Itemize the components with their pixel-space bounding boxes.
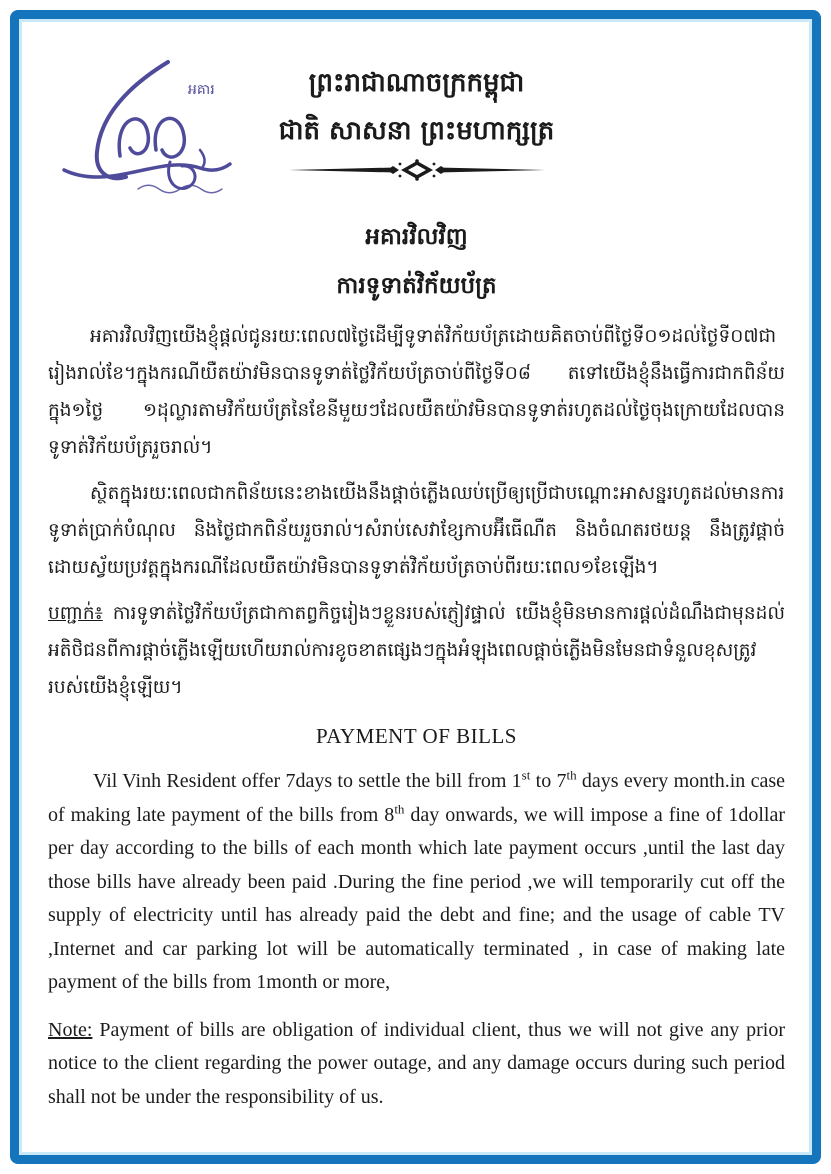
ornamental-divider [287,158,547,182]
subject-title: ការទូទាត់វិក័យប័ត្រ [336,273,497,299]
document-content [48,48,785,1114]
khmer-paragraph-2: ស្ថិតក្នុងរយៈពេលជាកពិន័យនេះខាងយើងនឹងផ្តាច់ភ្លើងឈប់ប្រើឲ្យប្រើជាបណ្តោះអាសន្នរហូតដល់មានការទូទាត់ប្រាក់បំណុល និងថ្ងៃជាកពិន័យរួចរាល់។សំរាប់សេវាខ្សែកាបអ៊ីធើណឺត និងចំណតរថយន្ត នឹងត្រូវផ្តាច់ដោយស្វ័យប្រវត្តក្នុងករណីដែលយឺតយ៉ាវមិនបានទូទាត់វិក័យប័ត្រចាប់ពីរយៈពេល១ខែឡើង។ [48,483,785,578]
logo-top-text: អគារ [188,82,215,98]
ordinal-superscript-st: st [521,767,531,783]
building-title: អគារវិលវិញ [365,224,468,250]
khmer-note-label: បញ្ជាក់៖ [48,603,103,624]
english-section-heading: PAYMENT OF BILLS [316,724,517,748]
english-note-text: Payment of bills are obligation of individual client, thus we will not give any prior notice to the client regarding the power outage, and any damage occurs during such period shall not be under the responsibility of us. [48,1018,785,1108]
khmer-note-paragraph [48,595,785,706]
english-p1-run-4: day onwards, we will impose a fine of 1dollar per day according to the bills of each month which late payment occurs ,until the last day those bills have already been paid .During the fine period ,we will temporarily cut off the supply of electricity until has already paid the debt and fine; and the usage of cable TV ,Internet and car parking lot will be automatically terminated , in case of making late payment of the bills from 1month or more, [48,803,785,993]
motto-header-line: ជាតិ សាសនា ព្រះមហាក្សត្រ [278,116,555,146]
khmer-note-text: ការទូទាត់ថ្លៃវិក័យប័ត្រជាកាតព្វកិច្ចរៀងៗខ្លួនរបស់ភ្ញៀវផ្ទាល់ យើងខ្ញុំមិនមានការផ្តល់ដំណឹងជាមុនដល់អតិថិជនពីការផ្តាច់ភ្លើងឡើយហើយរាល់ការខូចខាតផ្សេងៗក្នុងអំឡុងពេលផ្តាច់ភ្លើងមិនមែនជាទំនួលខុសត្រូវរបស់យើងខ្ញុំឡើយ។ [48,603,785,698]
ordinal-superscript-th-1: th [566,767,577,783]
khmer-paragraph-1: អគារវិលវិញយើងខ្ញុំផ្តល់ជូនរយៈពេល៧ថ្ងៃដើម្បីទូទាត់វិក័យប័ត្រដោយគិតចាប់ពីថ្ងៃទី០១ដល់ថ្ងៃទី០៧ជារៀងរាល់ខែ។ក្នុងករណីយឺតយ៉ាវមិនបានទូទាត់ថ្លៃវិក័យប័ត្រចាប់ពីថ្ងៃទី០៨ តទៅយើងខ្ញុំនឹងធ្វើការជាកពិន័យក្នុង១ថ្ងៃ ១ដុល្លារតាមវិក័យប័ត្រនៃខែនីមួយៗដែលយឺតយ៉ាវមិនបានទូទាត់រហូតដល់ថ្ងៃចុងក្រោយដែលបានទូទាត់វិក័យប័ត្ររួចរាល់។ [48,326,785,458]
english-note-label: Note: [48,1018,93,1041]
english-paragraph-1 [48,765,785,1000]
ordinal-superscript-th-2: th [394,800,405,816]
english-p1-run-3: days every month.in case of making late payment of the bills from 8 [48,770,785,826]
english-p1-run-2: to 7 [530,770,567,792]
english-note-paragraph [48,1014,785,1115]
english-p1-run-1: Vil Vinh Resident offer 7days to settle the bill from 1 [93,770,522,792]
kingdom-header-line: ព្រះរាជាណាចក្រកម្ពុជា [308,68,525,98]
